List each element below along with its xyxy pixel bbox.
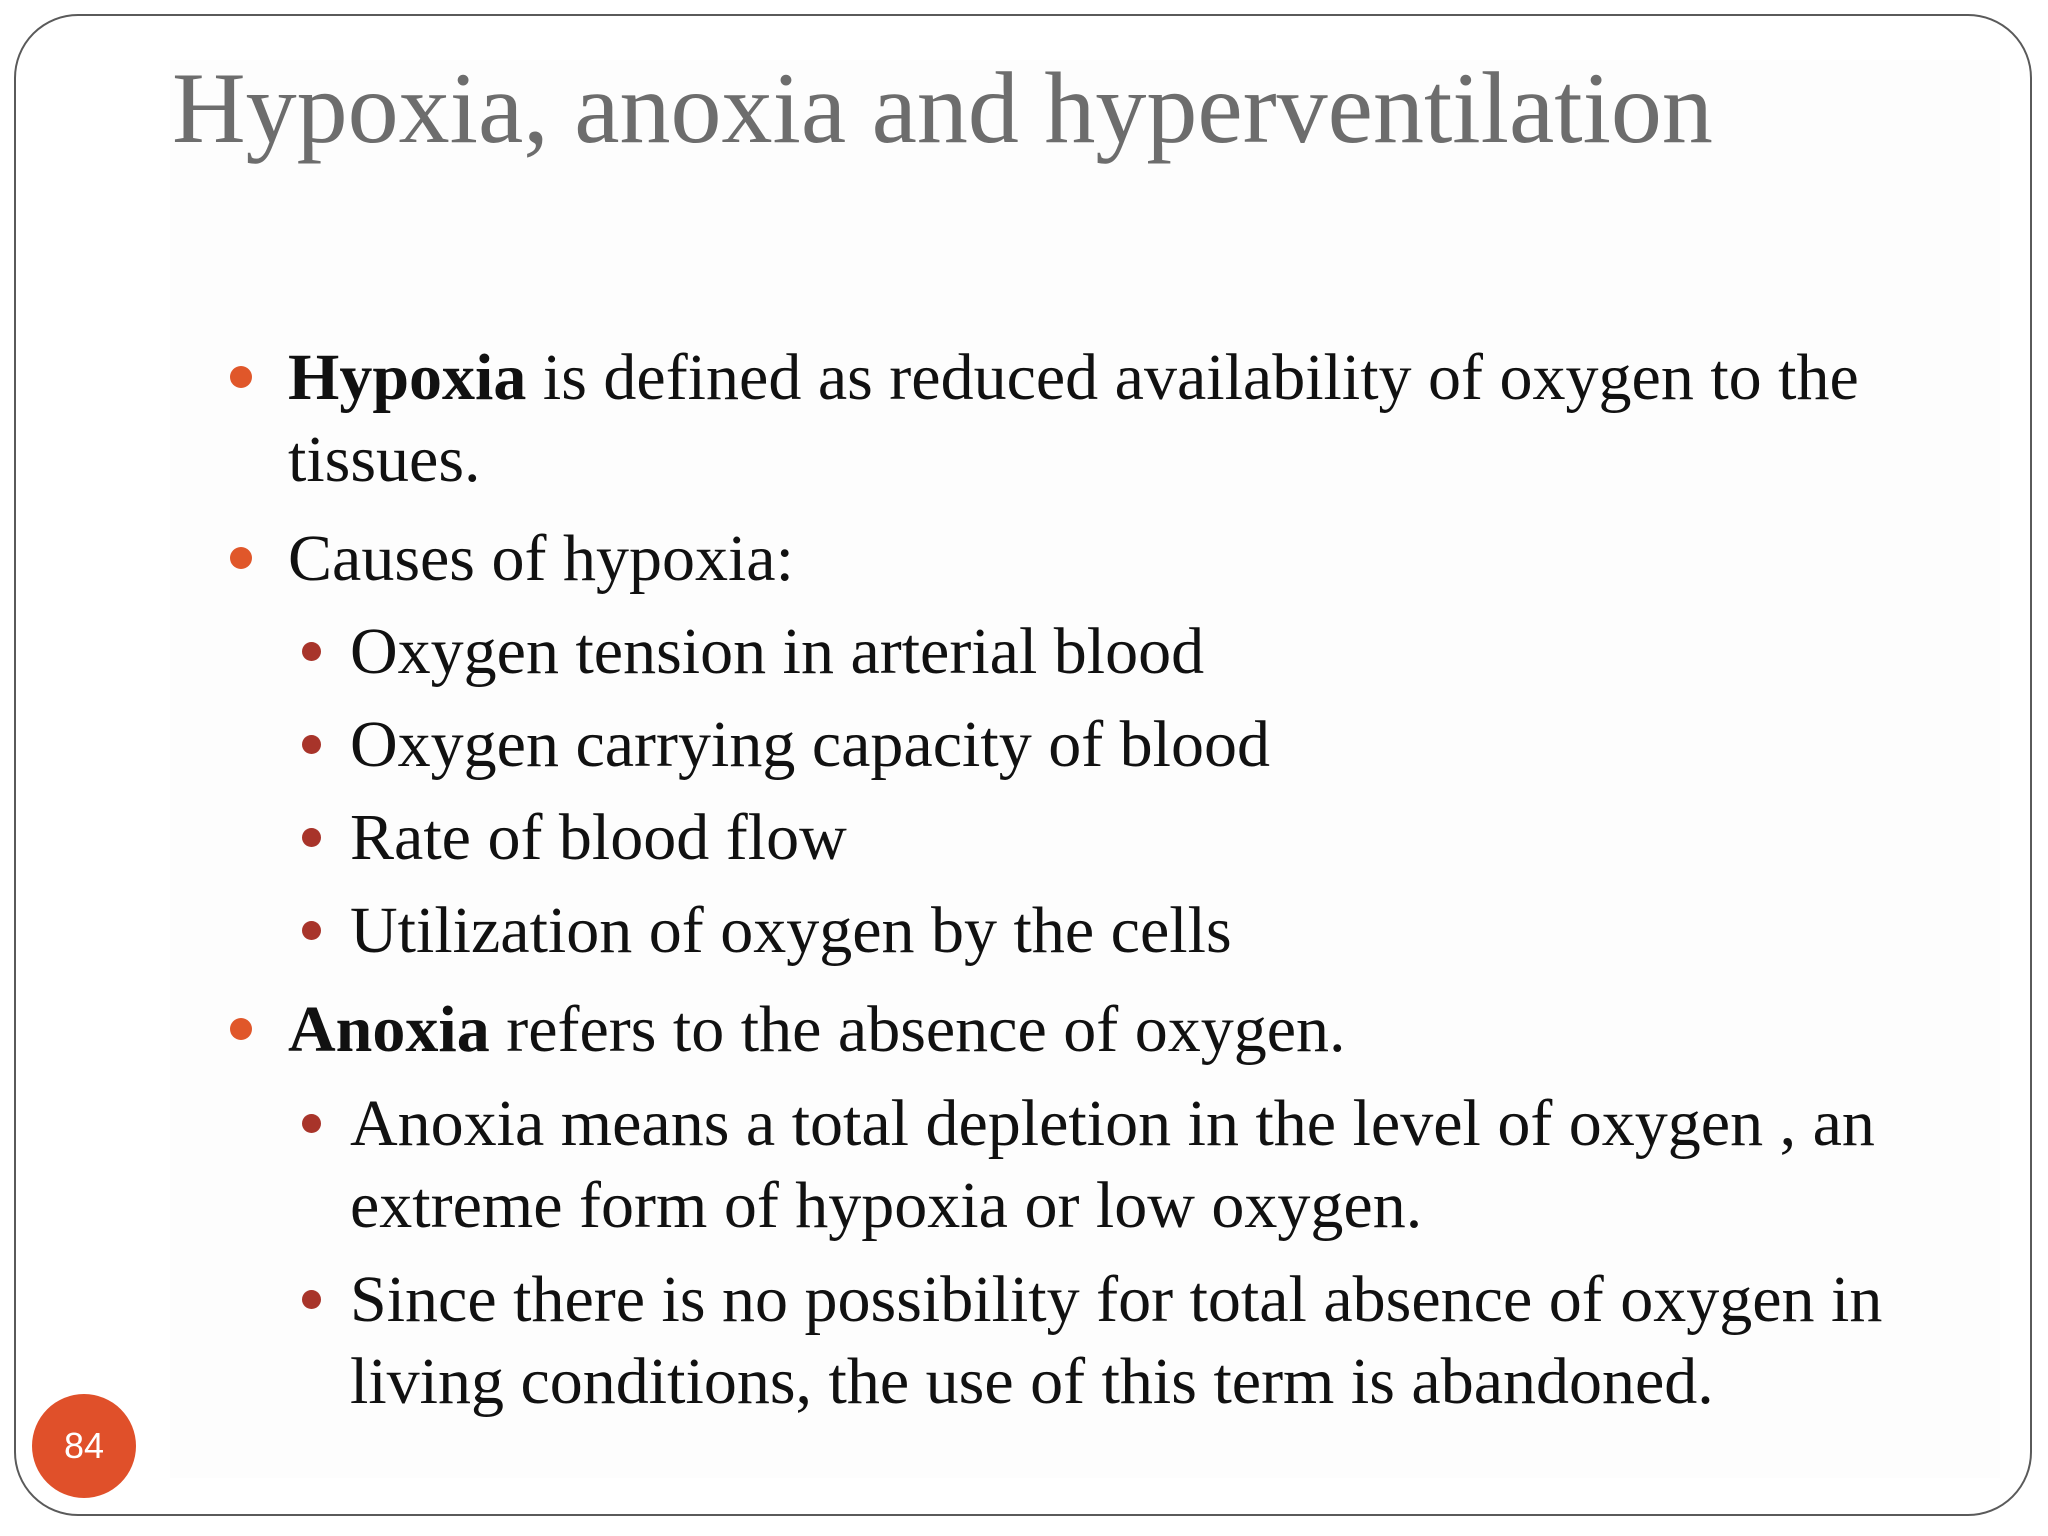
sub-bullet-text: Anoxia means a total depletion in the level of oxygen , an extreme form of hypoxia or low oxygen. [350,1087,1875,1242]
term-anoxia: Anoxia [288,993,490,1066]
sub-bullet-blood-flow [350,797,1950,879]
sub-bullet-dot-icon [302,1114,321,1133]
sub-bullet-text: Utilization of oxygen by the cells [350,894,1232,967]
sub-bullet-oxygen-tension [350,611,1950,693]
bullet-text: Causes of hypoxia: [288,522,794,595]
sub-bullet-dot-icon [302,1290,321,1309]
sub-bullet-text: Oxygen tension in arterial blood [350,615,1205,688]
sub-bullet-dot-icon [302,828,321,847]
sub-bullet-oxygen-utilization [350,890,1950,972]
term-hypoxia: Hypoxia [288,341,527,414]
sub-bullet-term-abandoned [350,1259,1950,1423]
sub-bullet-dot-icon [302,642,321,661]
sub-bullet-text: Since there is no possibility for total absence of oxygen in living conditions, the use of this term is abandoned. [350,1263,1883,1418]
page-number-badge: 84 [32,1394,136,1498]
bullet-causes-of-hypoxia [288,518,1948,600]
sub-bullet-dot-icon [302,735,321,754]
bullet-anoxia-definition [288,989,1948,1071]
bullet-text: is defined as reduced availability of oxygen to the tissues. [288,341,1859,496]
sub-bullet-dot-icon [302,921,321,940]
slide-title: Hypoxia, anoxia and hyperventilation [172,52,1713,165]
bullet-dot-icon [230,366,252,388]
sub-bullet-anoxia-meaning [350,1083,1950,1247]
bullet-hypoxia-definition [288,337,1948,501]
sub-bullet-text: Oxygen carrying capacity of blood [350,708,1271,781]
bullet-dot-icon [230,547,252,569]
bullet-text: refers to the absence of oxygen. [489,993,1346,1066]
sub-bullet-oxygen-capacity [350,704,1950,786]
bullet-dot-icon [230,1018,252,1040]
sub-bullet-text: Rate of blood flow [350,801,847,874]
